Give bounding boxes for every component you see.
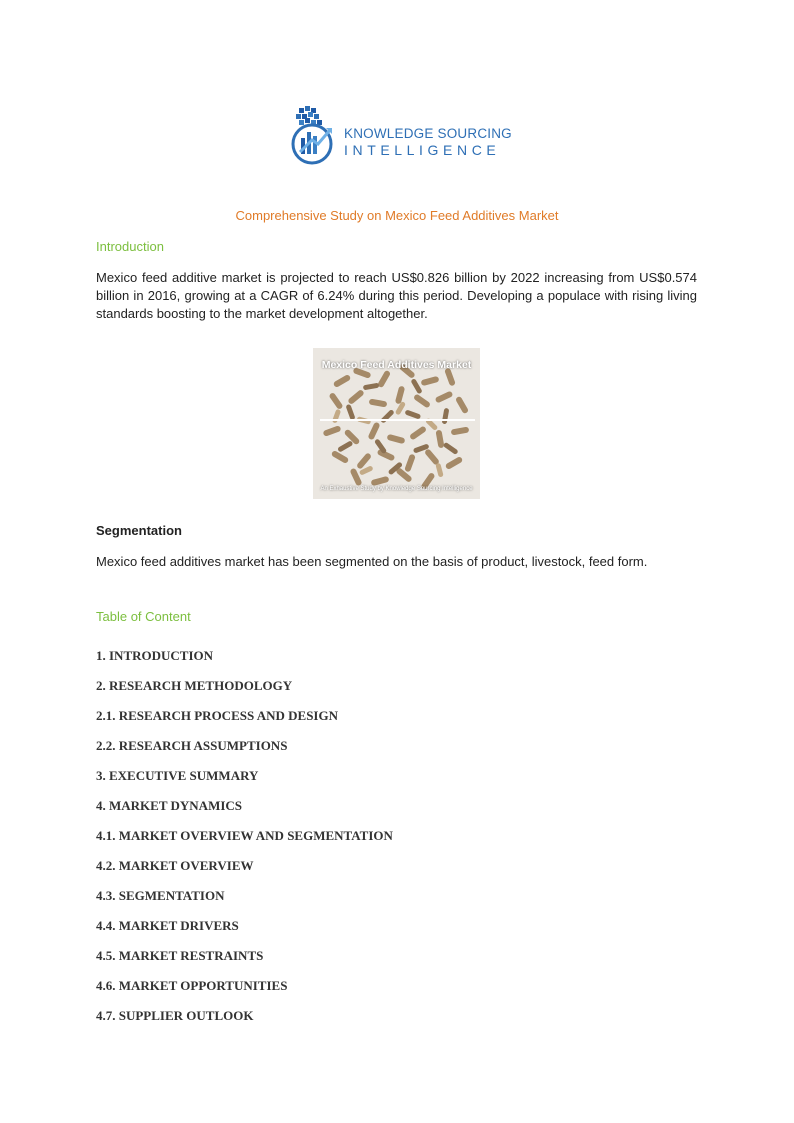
toc-heading: Table of Content <box>96 609 191 624</box>
cover-title: Mexico Feed Additives Market <box>321 359 472 371</box>
table-of-contents <box>96 648 393 1038</box>
toc-item: 3. EXECUTIVE SUMMARY <box>96 768 259 783</box>
toc-item: 4. MARKET DYNAMICS <box>96 798 243 813</box>
toc-item: 4.6. MARKET OPPORTUNITIES <box>96 978 288 993</box>
toc-item: 4.2. MARKET OVERVIEW <box>96 858 254 873</box>
toc-item: 2. RESEARCH METHODOLOGY <box>96 678 293 693</box>
introduction-paragraph: Mexico feed additive market is projected to reach US$0.826 billion by 2022 increasing from US$0.574 billion in 2016, growing at a CAGR of 6.24% during this period. Developing a populace with rising living standards boosting to the market development altogether. <box>96 270 697 321</box>
segmentation-paragraph: Mexico feed additives market has been segmented on the basis of product, livestock, feed form. <box>96 554 648 569</box>
document-title: Comprehensive Study on Mexico Feed Additives Market <box>235 208 559 223</box>
cover-divider <box>320 419 475 421</box>
toc-item: 4.1. MARKET OVERVIEW AND SEGMENTATION <box>96 828 393 843</box>
toc-item: 2.2. RESEARCH ASSUMPTIONS <box>96 738 288 753</box>
segmentation-heading: Segmentation <box>96 523 182 538</box>
toc-item: 4.3. SEGMENTATION <box>96 888 225 903</box>
cover-subtitle: An Exhaustive Study by Knowledge Sourcing Intelligence <box>320 486 473 492</box>
cover-image <box>313 348 480 499</box>
introduction-heading: Introduction <box>96 239 164 254</box>
toc-item: 4.5. MARKET RESTRAINTS <box>96 948 264 963</box>
toc-item: 1. INTRODUCTION <box>96 648 214 663</box>
toc-item: 4.4. MARKET DRIVERS <box>96 918 239 933</box>
logo-line-intelligence: INTELLIGENCE <box>344 142 501 158</box>
logo-emblem-icon <box>290 104 342 166</box>
toc-item: 2.1. RESEARCH PROCESS AND DESIGN <box>96 708 338 723</box>
toc-item: 4.7. SUPPLIER OUTLOOK <box>96 1008 254 1023</box>
logo-line-knowledge-sourcing: KNOWLEDGE SOURCING <box>344 126 512 141</box>
company-logo <box>290 104 510 166</box>
